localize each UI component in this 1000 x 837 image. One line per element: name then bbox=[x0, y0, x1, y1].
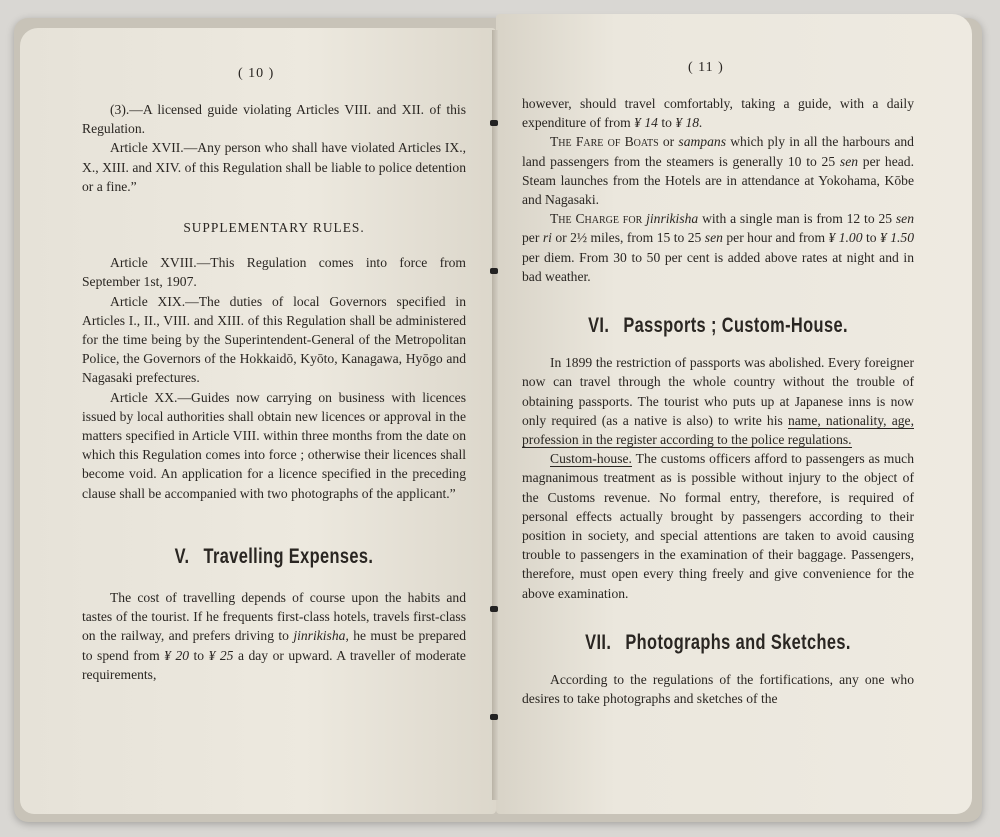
section-title: Passports ; Custom-House. bbox=[623, 314, 848, 338]
text-run: or 2½ miles, from 15 to 25 bbox=[555, 230, 702, 246]
binding-stitch bbox=[490, 268, 498, 274]
small-caps-lead: The Fare of Boats bbox=[550, 134, 659, 150]
text-run: The cost of travelling depends of course upon the habits and tastes of the tourist. If he frequents first-class hotels, travels first-class on the railway, and prefers driving to bbox=[82, 590, 466, 644]
underlined-text: name, nationality, age, bbox=[787, 412, 914, 428]
italic-term: sampans bbox=[678, 134, 726, 150]
text-run: to bbox=[193, 647, 205, 663]
text-run: to bbox=[865, 230, 877, 246]
binding-stitch bbox=[490, 120, 498, 126]
section-title: Travelling Expenses. bbox=[203, 544, 374, 568]
text-run: per hour and from bbox=[726, 230, 826, 246]
text-run: which ply in all the harbours and land passengers from the steamers is generally 10 to 25 bbox=[522, 134, 914, 169]
text-run: per diem. From 30 to 50 per cent is added above rates at night and in bad weather. bbox=[522, 249, 914, 284]
italic-term: ri bbox=[542, 230, 552, 246]
right-page-text bbox=[522, 94, 914, 708]
text-run: The customs officers afford to passengers as much magnanimous treatment as is possible without injury to the object of the Customs revenue. No formal entry, therefore, is required of personal effects actually brought by passengers according to their position in society, and special attentions are taken to avoid causing trouble to passengers in the examination of their baggage. Passengers, therefore, must open every thing freely and give convenience for the above examination. bbox=[522, 451, 915, 601]
italic-term: sen bbox=[704, 230, 723, 246]
section-number: VII. bbox=[585, 630, 612, 654]
text-run: with a single man is from 12 to 25 bbox=[702, 211, 893, 227]
section-heading-passports bbox=[565, 314, 871, 338]
paragraph: According to the regulations of the fortifications, any one who desires to take photographs and sketches of the bbox=[522, 672, 914, 707]
page-number-right: ( 11 ) bbox=[688, 60, 724, 75]
page-number-left: ( 10 ) bbox=[238, 66, 275, 81]
text-run: In 1899 the restriction of passports was abolished. Every foreigner now can travel through the whole country without the trouble of obtaining passports. The tourist who puts up at Japanese inns is now only required (as a native is also) to write his bbox=[522, 355, 914, 428]
yen-amount: ¥ 25 bbox=[208, 647, 234, 663]
yen-amount: ¥ 1.00 bbox=[828, 230, 863, 246]
text-run: per bbox=[522, 230, 540, 246]
text-run: , he must be prepared to spend from bbox=[82, 628, 466, 663]
supplementary-rules-heading: SUPPLEMENTARY RULES. bbox=[183, 220, 365, 236]
underlined-lead: Custom-house. bbox=[550, 451, 632, 467]
binding-stitch bbox=[490, 714, 498, 720]
italic-term: jinrikisha bbox=[293, 628, 346, 644]
italic-term: sen bbox=[839, 153, 859, 169]
text-run: or bbox=[662, 134, 675, 150]
paragraph: Article XIX.—The duties of local Governors specified in Articles I., II., VIII. and XIII. of this Regulation shall be administered for the time being by the Superintendent-General of the Metropolitan Police, the Governors of the Hokkaidō, Kyōto, Kanagawa, Hyōgo and Nagasaki prefectures. bbox=[82, 293, 466, 386]
paragraph bbox=[522, 209, 914, 286]
text-run: however, should travel comfortably, taking a guide, with a daily expenditure of from bbox=[522, 96, 914, 131]
binding-stitch bbox=[490, 606, 498, 612]
paragraph: (3).—A licensed guide violating Articles VIII. and XII. of this Regulation. bbox=[82, 102, 466, 137]
text-run: to bbox=[661, 115, 672, 131]
yen-amount: ¥ 1.50 bbox=[880, 230, 915, 246]
italic-term: sen bbox=[895, 211, 915, 227]
paragraph: Article XX.—Guides now carrying on business with licences issued by local authorities shall obtain new licences or approval in the matters specified in Article VIII. within three months from the date on which this Regulation comes into force ; otherwise their licences shall become void. An application for a licence specified in the preceding clause shall be accompanied with two photographs of the applicant.” bbox=[82, 389, 466, 501]
paragraph bbox=[522, 449, 914, 603]
paragraph bbox=[82, 588, 466, 684]
paragraph bbox=[522, 353, 914, 449]
section-number: VI. bbox=[588, 314, 610, 338]
paragraph bbox=[522, 94, 914, 132]
underlined-text: profession in the register according to the police regulations. bbox=[522, 432, 852, 448]
text-run: a day or upward. A traveller of moderate requirements, bbox=[82, 647, 466, 682]
book-gutter bbox=[492, 30, 498, 800]
yen-amount: ¥ 20 bbox=[164, 647, 190, 663]
paragraph bbox=[522, 132, 914, 209]
small-caps-lead: The Charge for bbox=[550, 211, 643, 227]
yen-amount: ¥ 14 bbox=[634, 115, 658, 131]
italic-term: jinrikisha bbox=[646, 211, 699, 227]
yen-amount: ¥ 18. bbox=[675, 115, 703, 131]
section-title: Photographs and Sketches. bbox=[625, 630, 851, 654]
paragraph: Article XVIII.—This Regulation comes into force from September 1st, 1907. bbox=[82, 255, 466, 290]
section-number: V. bbox=[174, 544, 190, 568]
text-run: per head. Steam launches from the Hotels are in attendance at Yokohama, Kōbe and Nagasaki. bbox=[522, 153, 914, 208]
section-heading-travelling-expenses bbox=[124, 544, 424, 568]
paragraph: Article XVII.—Any person who shall have violated Articles IX., X., XIII. and XIV. of this Regulation shall be liable to police detention or a fine.” bbox=[82, 140, 466, 194]
left-page-text bbox=[82, 100, 466, 684]
section-heading-photographs bbox=[565, 630, 871, 654]
